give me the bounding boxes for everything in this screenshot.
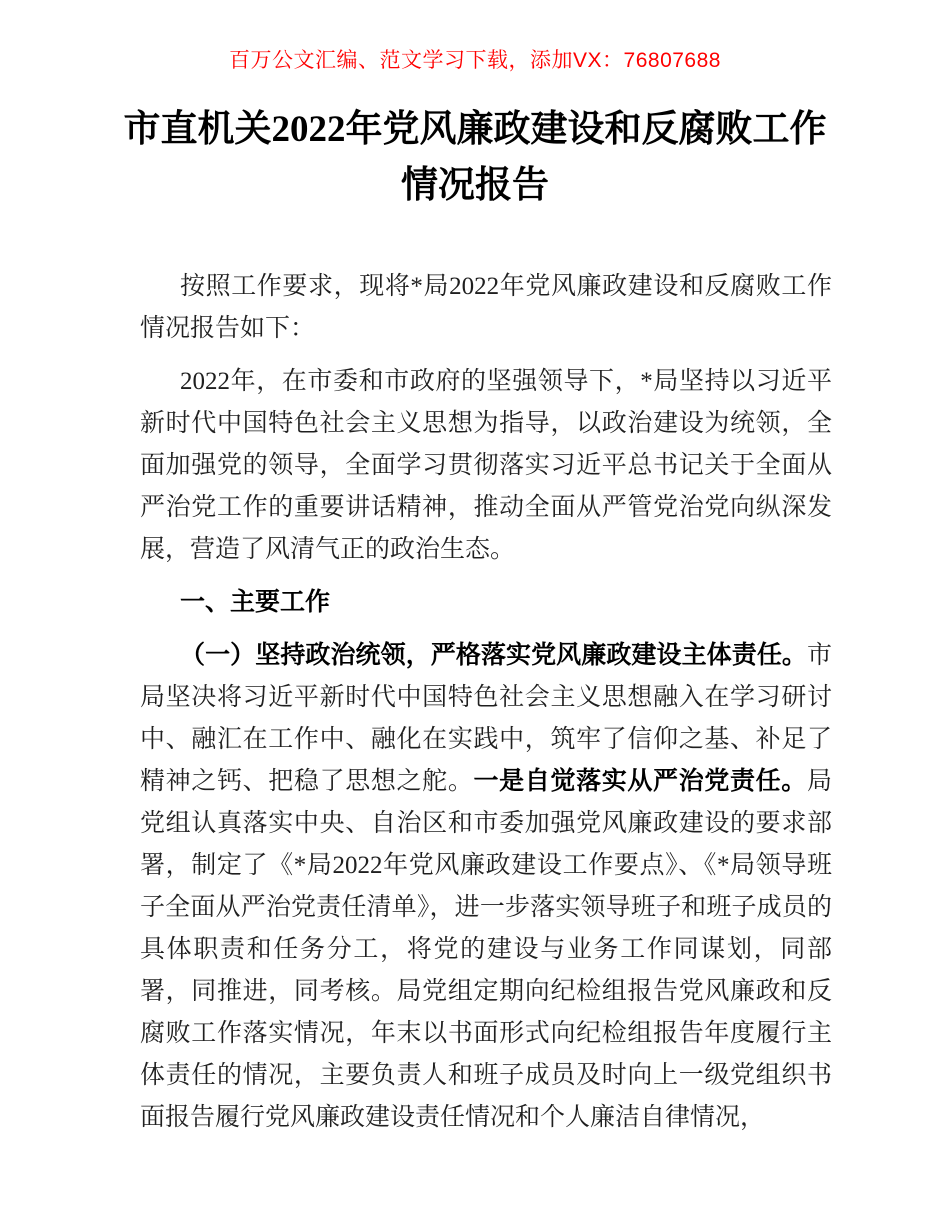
document-title: 市直机关2022年党风廉政建设和反腐败工作情况报告 [123, 109, 827, 206]
text-segment: 市局坚决将习近平新时代中国特色社会主义思想融入在学习研讨中、融汇在工作中、融化在实践中，筑牢了信仰之基、补足了精神之钙、把稳了思想之舵。 [140, 642, 832, 795]
bold-text-segment: （一）坚持政治统领，严格落实党风廉政建设主体责任。 [180, 642, 807, 669]
text-segment: 局党组认真落实中央、自治区和市委加强党风廉政建设的要求部署，制定了《*局2022年党风廉政建设工作要点》、《*局领导班子全面从严治党责任清单》，进一步落实领导班子和班子成员的具体职责和任务分工，将党的建设与业务工作同谋划，同部署，同推进，同考核。局党组定期向纪检组报告党风廉政和反腐败工作落实情况，年末以书面形式向纪检组报告年度履行主体责任的情况，主要负责人和班子成员及时向上一级党组织书面报告履行党风廉政建设责任情况和个人廉洁自律情况， [140, 768, 832, 1131]
text-segment: 2022年，在市委和市政府的坚强领导下，*局坚持以习近平新时代中国特色社会主义思想为指导，以政治建设为统领，全面加强党的领导，全面学习贯彻落实习近平总书记关于全面从严治党工作的重要讲话精神，推动全面从严管党治党向纵深发展，营造了风清气正的政治生态。 [140, 368, 832, 563]
paragraph [140, 635, 832, 1139]
document-body [140, 266, 832, 1139]
watermark-notice: 百万公文汇编、范文学习下载，添加VX：76807688 [229, 49, 721, 72]
bold-text-segment: 一是自觉落实从严治党责任。 [473, 768, 807, 795]
section-heading [140, 582, 832, 624]
text-segment: 按照工作要求，现将*局2022年党风廉政建设和反腐败工作情况报告如下： [140, 273, 832, 342]
paragraph [140, 266, 832, 350]
bold-text-segment: 一、主要工作 [180, 589, 331, 616]
paragraph [140, 361, 832, 571]
